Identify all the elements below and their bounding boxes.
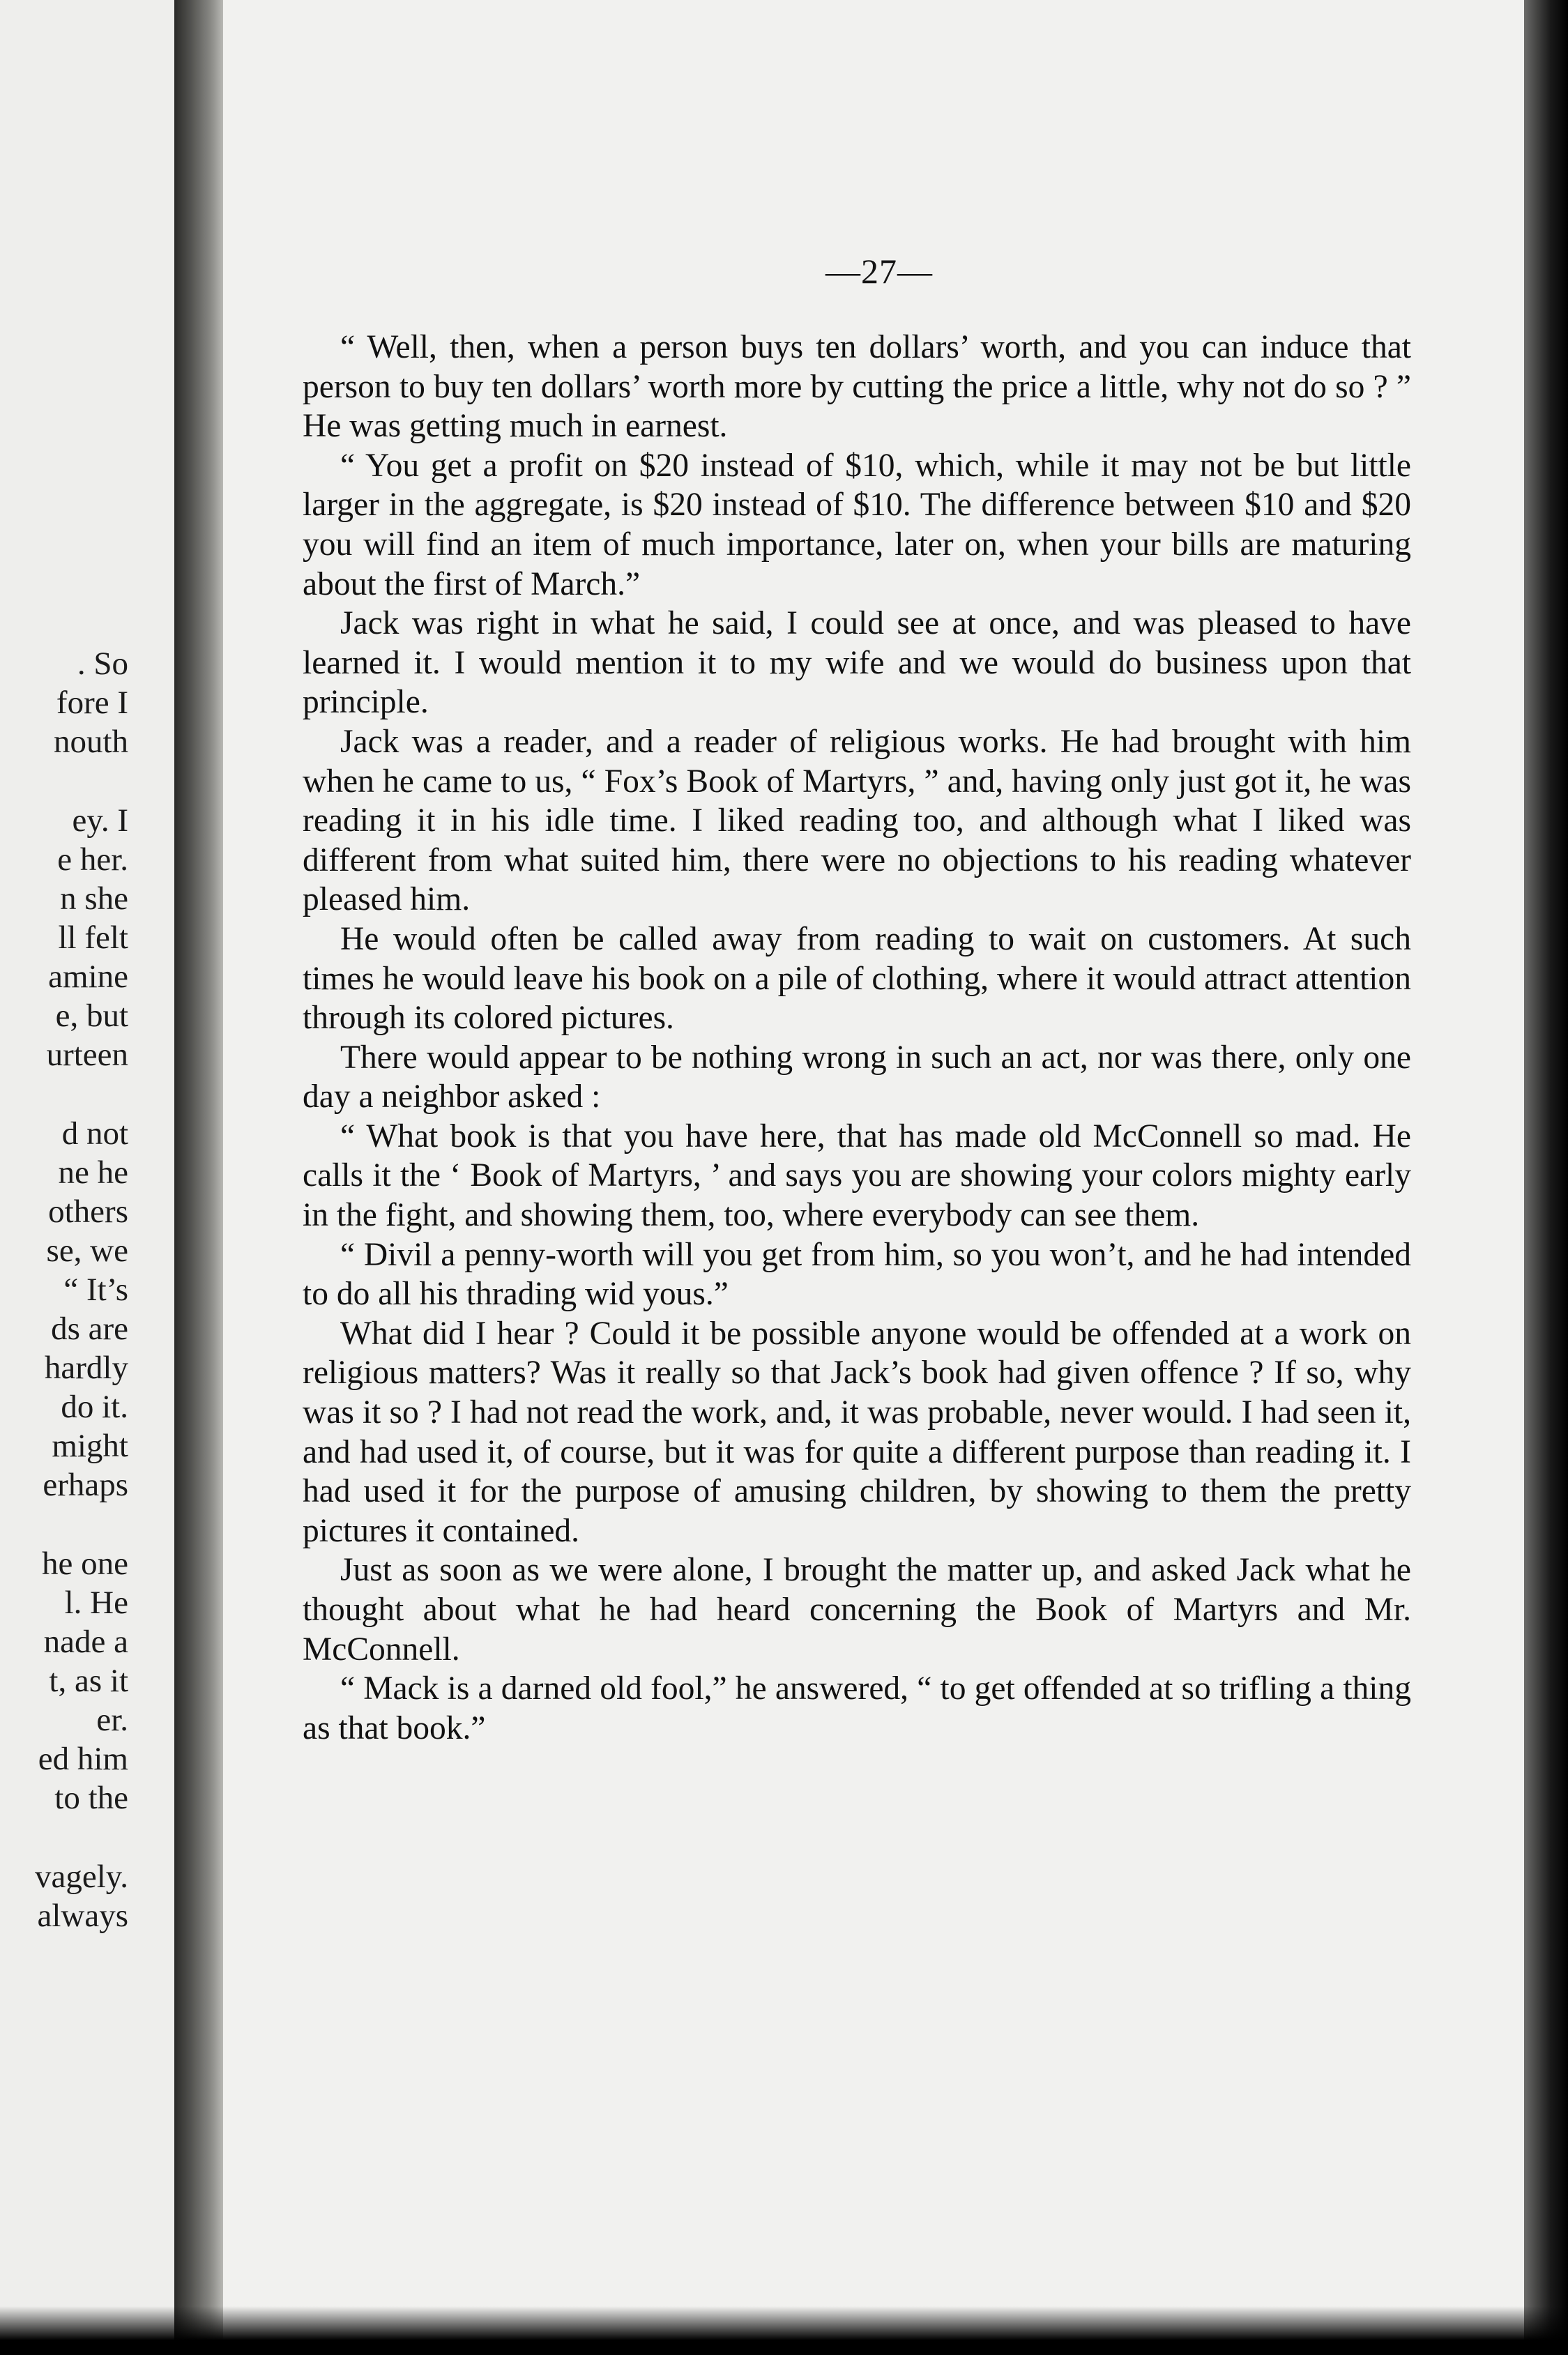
previous-page-line: nade a: [43, 1624, 128, 1660]
previous-page-line: fore I: [56, 685, 128, 721]
previous-page-line: erhaps: [43, 1467, 128, 1503]
previous-page-line: ey. I: [72, 802, 128, 839]
scan-bottom-edge: [0, 2306, 1568, 2355]
previous-page-line: l. He: [64, 1585, 128, 1621]
paragraph: Jack was a reader, and a reader of religious works. He had brought with him when he came to us, “ Fox’s Book of Martyrs, ” and, having only just got it, he was reading it in his idle time. I liked reading too, and although what I liked was different from what suited him, there were no objections to his reading whatever pleased him.: [303, 723, 1411, 918]
previous-page-line: amine: [48, 959, 128, 995]
previous-page-line: ll felt: [58, 920, 128, 956]
previous-page-line: . So: [77, 646, 128, 682]
page-number: [223, 251, 1524, 291]
previous-page-line: t, as it: [49, 1663, 128, 1699]
paragraph: Just as soon as we were alone, I brought the matter up, and asked Jack what he thought about what he had heard concerning the Book of Martyrs and Mr. McConnell.: [303, 1552, 1411, 1668]
previous-page-line: to the: [54, 1780, 128, 1816]
previous-page-line: urteen: [46, 1037, 128, 1073]
previous-page-line: others: [48, 1194, 128, 1230]
paragraph: “ Divil a penny-worth will you get from him, so you won’t, and he had intended to do all his thrading wid yous.”: [303, 1236, 1411, 1313]
previous-page-line: e, but: [55, 998, 128, 1034]
previous-page-line: ed him: [38, 1741, 128, 1777]
page-number-text: —27—: [825, 252, 933, 291]
previous-page-line: n she: [60, 881, 128, 917]
paragraph: “ Mack is a darned old fool,” he answered, “ to get offended at so trifling a thing as that book.”: [303, 1670, 1411, 1746]
previous-page-line: do it.: [61, 1389, 128, 1425]
previous-page-line: ds are: [51, 1311, 128, 1347]
page-edge-shadow: [1524, 0, 1568, 2355]
previous-page-line: e her.: [57, 841, 128, 878]
book-page: [223, 0, 1524, 2355]
paragraph: Jack was right in what he said, I could see at once, and was pleased to have learned it. I would mention it to my wife and we would do business upon that principle.: [303, 605, 1411, 721]
previous-page-line: ne he: [58, 1154, 128, 1191]
paragraph: There would appear to be nothing wrong in such an act, nor was there, only one day a neighbor asked :: [303, 1039, 1411, 1115]
previous-page-line: nouth: [53, 724, 128, 760]
previous-page-fragment: [0, 0, 174, 2355]
previous-page-line: he one: [42, 1546, 128, 1582]
previous-page-line: se, we: [46, 1233, 128, 1269]
previous-page-line: vagely.: [35, 1859, 128, 1895]
paragraph: “ What book is that you have here, that has made old McConnell so mad. He calls it the ‘ Book of Martyrs, ’ and says you are showing your colors mighty early in the fight, and showing them, too, where everybody can see them.: [303, 1118, 1411, 1234]
body-text: [303, 328, 1411, 1748]
paragraph: He would often be called away from reading to wait on customers. At such times he would leave his book on a pile of clothing, where it would attract attention through its colored pictures.: [303, 920, 1411, 1037]
book-spine-gutter: [174, 0, 223, 2355]
paragraph: “ You get a profit on $20 instead of $10, which, while it may not be but little larger in the aggregate, is $20 instead of $10. The difference between $10 and $20 you will find an item of much importance, later on, when your bills are maturing about the first of March.”: [303, 447, 1411, 602]
paragraph: “ Well, then, when a person buys ten dollars’ worth, and you can induce that person to buy ten dollars’ worth more by cutting the price a little, why not do so ? ” He was getting much in earnest.: [303, 329, 1411, 445]
previous-page-line: d not: [61, 1115, 128, 1152]
previous-page-line: hardly: [44, 1350, 128, 1386]
paragraph: What did I hear ? Could it be possible anyone would be offended at a work on religious matters? Was it really so that Jack’s book had given offence ? If so, why was it so ? I had not read the work, and, it was probable, never would. I had seen it, and had used it, of course, but it was for quite a different purpose than reading it. I had used it for the purpose of amusing children, by showing to them the pretty pictures it contained.: [303, 1315, 1411, 1549]
previous-page-line: always: [37, 1898, 128, 1934]
previous-page-line: might: [52, 1428, 128, 1464]
previous-page-line: er.: [96, 1702, 128, 1738]
previous-page-line: “ It’s: [63, 1272, 128, 1308]
